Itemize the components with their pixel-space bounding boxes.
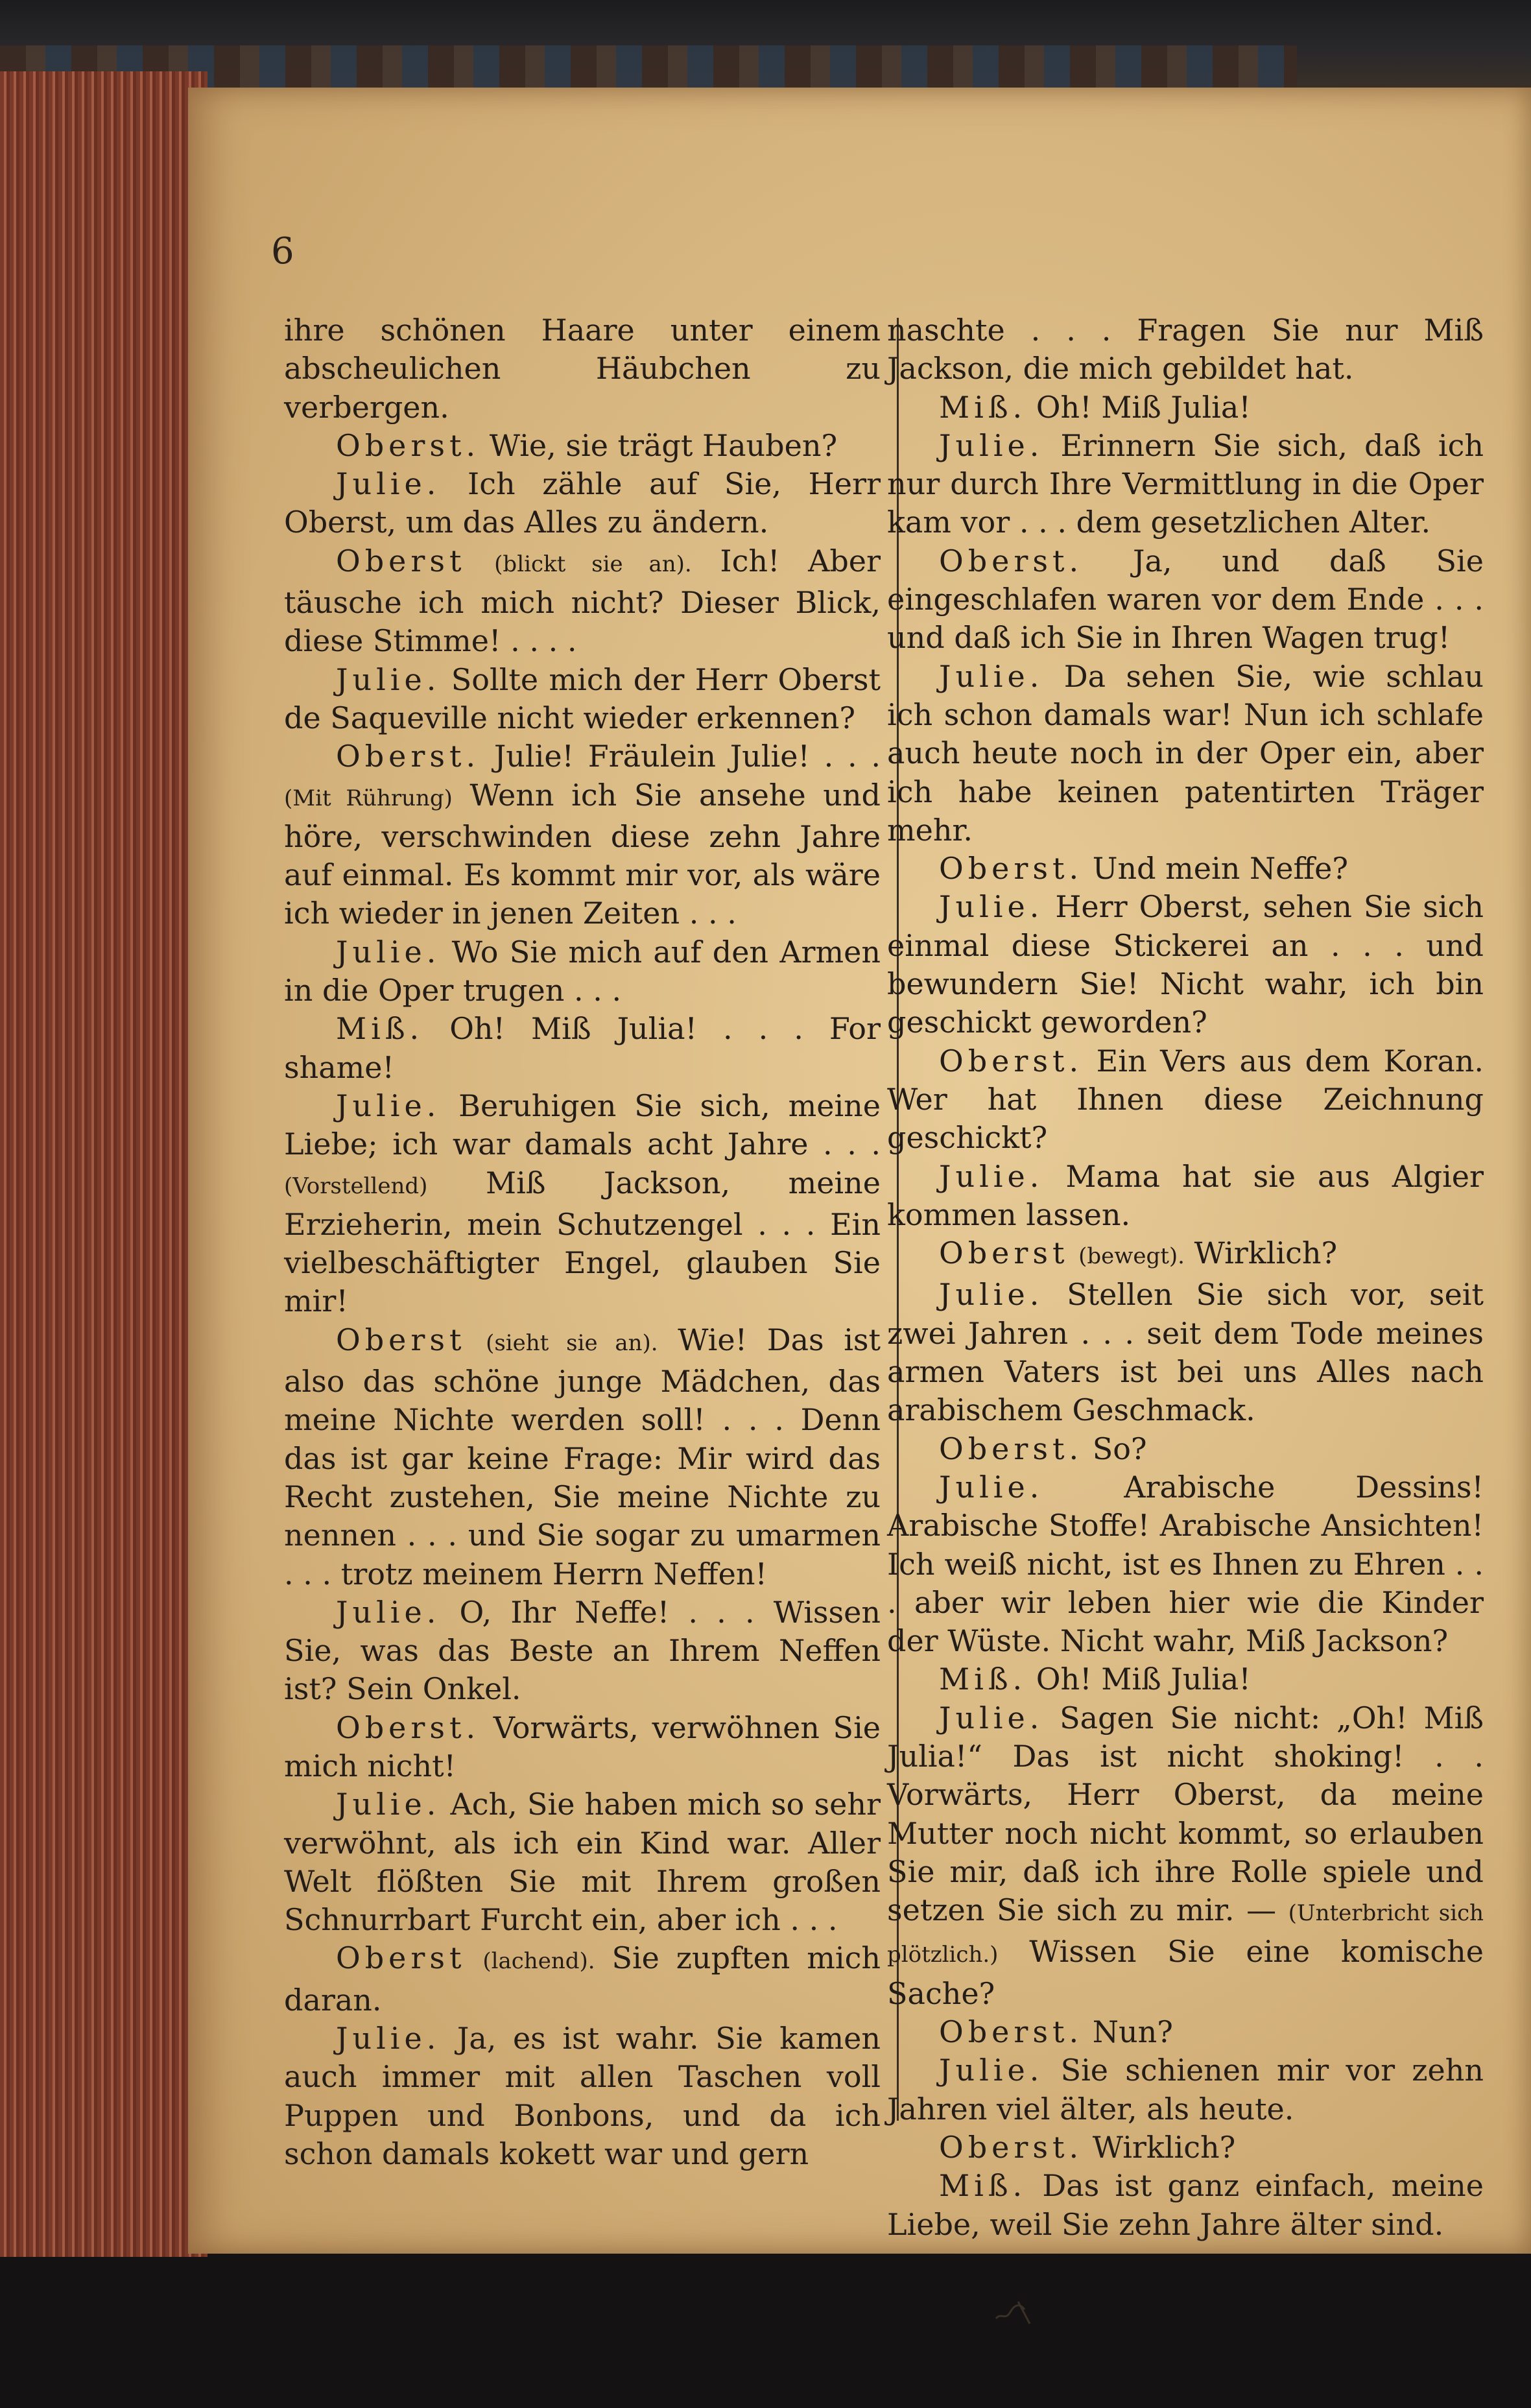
dialogue-text: Ach, Sie haben mich so sehr verwöhnt, als ich ein Kind war. Aller Welt flößten Sie mit Ihrem großen Schnurrbart Furcht ein, aber ich . . . bbox=[284, 1787, 881, 1938]
dialogue-turn bbox=[887, 658, 1484, 850]
dialogue-turn bbox=[284, 2020, 881, 2173]
dialogue-text: Herr Oberst, sehen Sie sich einmal diese Stickerei an . . . und bewundern Sie! Nicht wahr, ich bin geschickt geworden? bbox=[887, 889, 1484, 1040]
dialogue-text: Ein Vers aus dem Koran. Wer hat Ihnen diese Zeichnung geschickt? bbox=[887, 1043, 1484, 1156]
dialogue-turn bbox=[887, 850, 1484, 888]
paragraph-continuation bbox=[887, 311, 1484, 388]
dialogue-text: Wirklich? bbox=[1092, 2129, 1236, 2165]
dialogue-turn bbox=[284, 661, 881, 738]
speaker-name: Oberst bbox=[336, 1322, 466, 1357]
dialogue-text: naschte . . . Fragen Sie nur Miß Jackson, die mich gebildet hat. bbox=[887, 313, 1484, 387]
dialogue-turn bbox=[887, 1468, 1484, 1660]
speaker-name: Oberst. bbox=[336, 1710, 481, 1745]
text-column-right bbox=[887, 311, 1484, 2244]
dialogue-text: Sollte mich der Herr Oberst de Saqueville nicht wieder erkennen? bbox=[284, 662, 881, 735]
speaker-name: Miß. bbox=[939, 2168, 1027, 2204]
dialogue-turn bbox=[284, 1593, 881, 1709]
dialogue-turn bbox=[887, 888, 1484, 1042]
pencil-mark bbox=[992, 2293, 1038, 2329]
speaker-name: Julie. bbox=[939, 427, 1044, 463]
dialogue-turn bbox=[284, 1087, 881, 1321]
dialogue-text: Mama hat sie aus Algier kommen lassen. bbox=[887, 1158, 1484, 1232]
dialogue-turn bbox=[284, 465, 881, 542]
dialogue-text: Das ist ganz einfach, meine Liebe, weil Sie zehn Jahre älter sind. bbox=[887, 2168, 1484, 2242]
speaker-name: Miß. bbox=[939, 1662, 1027, 1697]
dialogue-text: Sie zupften mich daran. bbox=[284, 1940, 881, 2018]
speaker-name: Oberst. bbox=[336, 427, 481, 463]
dialogue-text: Wissen Sie eine komische Sache? bbox=[887, 1934, 1484, 2011]
dialogue-text: Und mein Neffe? bbox=[1092, 851, 1349, 887]
speaker-name: Miß. bbox=[939, 389, 1027, 425]
dialogue-text: Stellen Sie sich vor, seit zwei Jahren . . . seit dem Tode meines armen Vaters ist bei uns Alles nach arabischem Geschmack. bbox=[887, 1277, 1484, 1428]
speaker-name: Julie. bbox=[939, 658, 1044, 694]
dialogue-text: Ja, und daß Sie eingeschlafen waren vor dem Ende . . . und daß ich Sie in Ihren Wagen trug! bbox=[887, 543, 1484, 656]
dialogue-text: Nun? bbox=[1092, 2014, 1173, 2050]
dialogue-text: Erinnern Sie sich, daß ich nur durch Ihre Vermittlung in die Oper kam vor . . . dem gesetzlichen Alter. bbox=[887, 427, 1484, 540]
dialogue-text: Sie schienen mir vor zehn Jahren viel älter, als heute. bbox=[887, 2053, 1484, 2127]
speaker-name: Oberst. bbox=[939, 2014, 1084, 2050]
dialogue-turn bbox=[284, 737, 881, 933]
dialogue-turn bbox=[887, 2167, 1484, 2244]
dialogue-text: Wirklich? bbox=[1194, 1235, 1338, 1271]
dialogue-turn bbox=[284, 1010, 881, 1087]
dialogue-text: Vorwärts, verwöhnen Sie mich nicht! bbox=[284, 1710, 881, 1783]
page-number: 6 bbox=[271, 230, 294, 272]
dialogue-text: Oh! Miß Julia! . . . For shame! bbox=[284, 1011, 881, 1085]
speaker-name: Julie. bbox=[336, 1787, 441, 1822]
dialogue-text: Ich! Aber täusche ich mich nicht? Dieser Blick, diese Stimme! . . . . bbox=[284, 543, 881, 659]
speaker-name: Julie. bbox=[939, 1700, 1044, 1735]
speaker-name: Julie. bbox=[939, 889, 1044, 925]
speaker-name: Miß. bbox=[336, 1011, 424, 1047]
dialogue-turn bbox=[887, 1430, 1484, 1468]
dialogue-turn bbox=[887, 2013, 1484, 2051]
speaker-name: Oberst. bbox=[939, 1043, 1084, 1079]
speaker-name: Oberst. bbox=[939, 851, 1084, 887]
speaker-name: Julie. bbox=[939, 1469, 1044, 1505]
dialogue-text: Beruhigen Sie sich, meine Liebe; ich war damals acht Jahre . . . bbox=[284, 1088, 881, 1162]
dialogue-turn bbox=[887, 1660, 1484, 1699]
stage-direction: (Vorstellend) bbox=[284, 1173, 428, 1199]
dialogue-text: Julie! Fräulein Julie! . . . bbox=[493, 739, 881, 774]
dialogue-text: ihre schönen Haare unter einem abscheulichen Häubchen zu verbergen. bbox=[284, 313, 881, 425]
stage-direction: (Unterbricht sich plötzlich.) bbox=[887, 1900, 1484, 1968]
speaker-name: Oberst. bbox=[939, 543, 1084, 578]
dialogue-turn bbox=[284, 427, 881, 465]
speaker-name: Oberst. bbox=[939, 1431, 1084, 1466]
dialogue-turn bbox=[887, 427, 1484, 542]
dialogue-text: O, Ihr Neffe! . . . Wissen Sie, was das Beste an Ihrem Neffen ist? Sein Onkel. bbox=[284, 1594, 881, 1707]
dialogue-turn bbox=[887, 1234, 1484, 1276]
speaker-name: Oberst bbox=[336, 1940, 466, 1976]
dialogue-text: So? bbox=[1092, 1431, 1147, 1466]
dialogue-turn bbox=[284, 1785, 881, 1939]
dialogue-text: Wo Sie mich auf den Armen in die Oper trugen . . . bbox=[284, 934, 881, 1008]
dialogue-turn bbox=[887, 388, 1484, 427]
dialogue-turn bbox=[887, 2128, 1484, 2167]
speaker-name: Oberst. bbox=[939, 2129, 1084, 2165]
speaker-name: Julie. bbox=[336, 662, 441, 697]
speaker-name: Oberst. bbox=[336, 739, 481, 774]
dialogue-text: Wie, sie trägt Hauben? bbox=[489, 427, 838, 463]
dialogue-text: Wie! Das ist also das schöne junge Mädchen, das meine Nichte werden soll! . . . Denn das ist gar keine Frage: Mir wird das Recht zustehen, Sie meine Nichte zu nennen . . . und Sie sogar zu umarmen . . . trotz meinem Herrn Neffen! bbox=[284, 1322, 881, 1591]
dialogue-turn bbox=[284, 1939, 881, 2020]
dialogue-text: Da sehen Sie, wie schlau ich schon damals war! Nun ich schlafe auch heute noch in der Oper ein, aber ich habe keinen patentirten Träger mehr. bbox=[887, 658, 1484, 848]
dialogue-text: Oh! Miß Julia! bbox=[1036, 389, 1251, 425]
dialogue-turn bbox=[887, 2051, 1484, 2128]
paragraph-continuation bbox=[284, 311, 881, 427]
text-column-left bbox=[284, 311, 881, 2173]
dialogue-text: Ich zähle auf Sie, Herr Oberst, um das Alles zu ändern. bbox=[284, 466, 881, 540]
dialogue-turn bbox=[284, 1709, 881, 1786]
dialogue-text: Oh! Miß Julia! bbox=[1036, 1662, 1251, 1697]
stage-direction: (bewegt). bbox=[1078, 1243, 1185, 1270]
stage-direction: (blickt sie an). bbox=[494, 551, 692, 577]
speaker-name: Julie. bbox=[336, 2021, 441, 2056]
dialogue-text: Sagen Sie nicht: „Oh! Miß Julia!“ Das ist nicht shoking! . . Vorwärts, Herr Oberst, da meine Mutter noch nicht kommt, so erlauben Sie mir, daß ich ihre Rolle spiele und setzen Sie sich zu mir. — bbox=[887, 1700, 1484, 1928]
speaker-name: Julie. bbox=[336, 934, 441, 970]
stage-direction: (lachend). bbox=[482, 1948, 595, 1975]
speaker-name: Julie. bbox=[336, 1594, 441, 1630]
dialogue-turn bbox=[887, 542, 1484, 658]
dialogue-turn bbox=[284, 542, 881, 661]
stage-direction: (Mit Rührung) bbox=[284, 785, 453, 811]
dialogue-text: Ja, es ist wahr. Sie kamen auch immer mit allen Taschen voll Puppen und Bonbons, und da ich schon damals kokett war und gern bbox=[284, 2021, 881, 2171]
dialogue-turn bbox=[887, 1158, 1484, 1235]
speaker-name: Oberst bbox=[336, 543, 466, 578]
speaker-name: Julie. bbox=[939, 1277, 1044, 1313]
stage-direction: (sieht sie an). bbox=[486, 1329, 658, 1356]
dialogue-text: Miß Jackson, meine Erzieherin, mein Schutzengel . . . Ein vielbeschäftigter Engel, glauben Sie mir! bbox=[284, 1165, 881, 1319]
dialogue-text: Arabische Dessins! Arabische Stoffe! Arabische Ansichten! Ich weiß nicht, ist es Ihnen zu Ehren . . . aber wir leben hier wie die Kinder der Wüste. Nicht wahr, Miß Jackson? bbox=[887, 1469, 1484, 1659]
page-edges bbox=[0, 71, 208, 2257]
dialogue-turn bbox=[887, 1042, 1484, 1158]
speaker-name: Julie. bbox=[939, 2053, 1044, 2088]
speaker-name: Julie. bbox=[939, 1158, 1044, 1194]
speaker-name: Julie. bbox=[336, 466, 441, 502]
dialogue-turn bbox=[284, 1321, 881, 1593]
dialogue-turn bbox=[887, 1276, 1484, 1429]
dialogue-turn bbox=[284, 933, 881, 1010]
speaker-name: Oberst bbox=[939, 1235, 1069, 1271]
dialogue-turn bbox=[887, 1699, 1484, 2013]
speaker-name: Julie. bbox=[336, 1088, 441, 1123]
dialogue-text: Wenn ich Sie ansehe und höre, verschwinden diese zehn Jahre auf einmal. Es kommt mir vor, als wäre ich wieder in jenen Zeiten . . . bbox=[284, 777, 881, 931]
